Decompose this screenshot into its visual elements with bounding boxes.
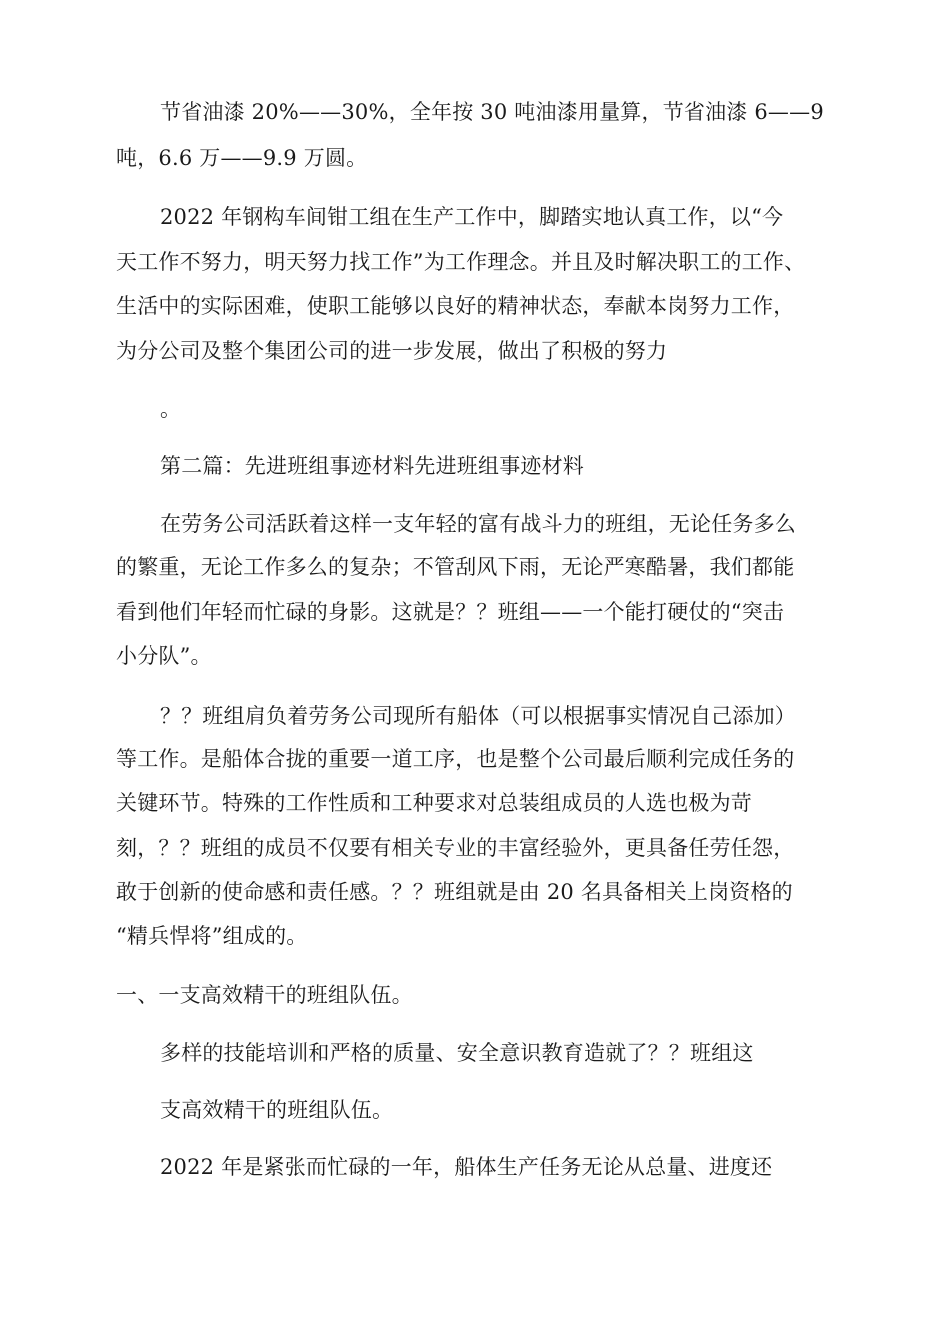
- paragraph-4-line-2: 等工作。是船体合拢的重要一道工序，也是整个公司最后顺利完成任务的: [116, 747, 795, 771]
- paragraph-2-line-3: 生活中的实际困难，使职工能够以良好的精神状态，奉献本岗努力工作，: [116, 294, 795, 318]
- paragraph-2-line-1: 2022 年钢构车间钳工组在生产工作中，脚踏实地认真工作，以“今: [160, 205, 784, 229]
- paragraph-4-line-1: ？？班组肩负着劳务公司现所有船体（可以根据事实情况自己添加）: [160, 704, 796, 728]
- paragraph-6-line-1: 2022 年是紧张而忙碌的一年，船体生产任务无论从总量、进度还: [160, 1155, 773, 1179]
- paragraph-2-line-2: 天工作不努力，明天努力找工作”为工作理念。并且及时解决职工的工作、: [116, 250, 806, 274]
- paragraph-2-line-4: 为分公司及整个集团公司的进一步发展，做出了积极的努力: [116, 339, 668, 363]
- paragraph-3-line-3: 看到他们年轻而忙碌的身影。这就是？？班组——一个能打硬仗的“突击: [116, 600, 785, 624]
- paragraph-5-line-1: 多样的技能培训和严格的质量、安全意识教育造就了？？班组这: [160, 1041, 754, 1065]
- paragraph-5-line-2: 支高效精干的班组队伍。: [160, 1098, 394, 1122]
- paragraph-3-line-2: 的繁重，无论工作多么的复杂；不管刮风下雨，无论严寒酷暑，我们都能: [116, 555, 795, 579]
- paragraph-4-line-3: 关键环节。特殊的工作性质和工种要求对总装组成员的人选也极为苛: [116, 791, 752, 815]
- section-heading-1: 一、一支高效精干的班组队伍。: [116, 983, 413, 1007]
- paragraph-3-line-4: 小分队”。: [116, 644, 212, 668]
- paragraph-4-line-5: 敢于创新的使命感和责任感。？？班组就是由 20 名具备相关上岗资格的: [116, 880, 793, 904]
- paragraph-4-line-6: “精兵悍将”组成的。: [116, 924, 308, 948]
- section-heading-second-chapter: 第二篇：先进班组事迹材料先进班组事迹材料: [160, 454, 584, 478]
- paragraph-1-line-2: 吨，6.6 万——9.9 万圆。: [116, 146, 368, 170]
- paragraph-1-line-1: 节省油漆 20%——30%，全年按 30 吨油漆用量算，节省油漆 6——9: [160, 100, 824, 124]
- paragraph-4-line-4: 刻，？？班组的成员不仅要有相关专业的丰富经验外，更具备任劳任怨，: [116, 836, 795, 860]
- paragraph-2-trailing-period: 。: [160, 397, 182, 421]
- paragraph-3-line-1: 在劳务公司活跃着这样一支年轻的富有战斗力的班组，无论任务多么: [160, 512, 796, 536]
